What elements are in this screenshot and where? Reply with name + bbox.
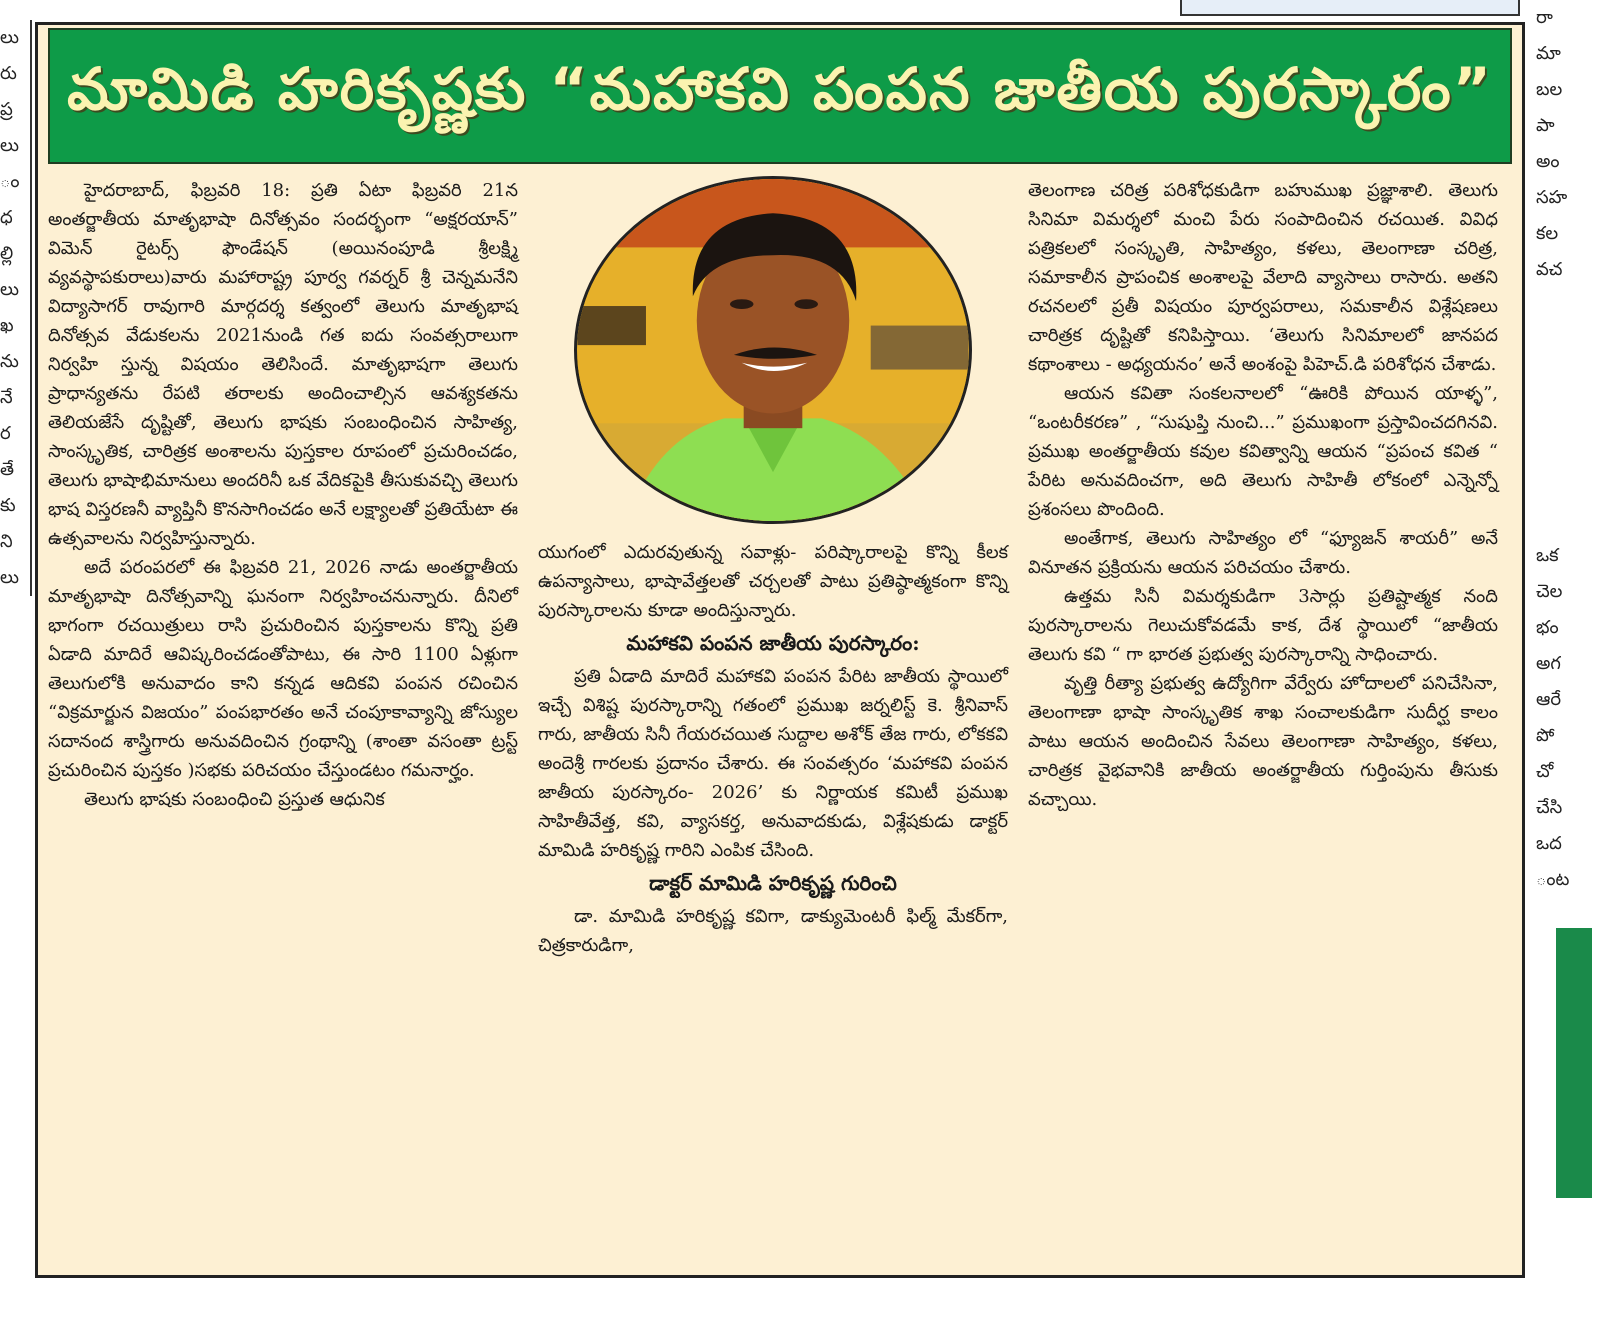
adjacent-headline-fragment: [1556, 928, 1592, 1198]
fragment-text: లు: [0, 279, 19, 300]
fragment-text: ధ: [0, 207, 13, 228]
fragment-text: ఒద: [1536, 833, 1562, 854]
fragment-text: తే: [0, 459, 15, 480]
article-paragraph: తెలంగాణ చరిత్ర పరిశోధకుడిగా బహుముఖ ప్రజ్ఞాశాలి. తెలుగు సినిమా విమర్శలో మంచి పేరు సంపాదించిన రచయిత. వివిధ పత్రికలలో సంస్కృతి, సాహిత్యం, కళలు, తెలంగాణా చరిత్ర, సమాకాలీన ప్రాపంచిక అంశాలపై వేలాది వ్యాసాలు రాసారు. అతని రచనలలో ప్రతీ విషయం పూర్వపరాలు, సమకాలీన విశ్లేషణలు చారిత్రక దృష్టితో కనిపిస్తాయి. ‘తెలుగు సినిమాలలో జానపద కథాంశాలు - అధ్యయనం’ అనే అంశంపై పిహెచ్.డి పరిశోధన చేశాడు.: [1028, 180, 1498, 375]
fragment-text: కు: [0, 495, 16, 516]
adjacent-box-fragment: [1180, 0, 1520, 16]
column-1: [48, 176, 518, 814]
fragment-text: ని: [0, 531, 13, 552]
article-paragraph: అదే పరంపరలో ఈ ఫిబ్రవరి 21, 2026 నాడు అంతర్జాతీయ మాతృభాషా దినోత్సవాన్ని ఘనంగా నిర్వహించనున్నారు. దీనిలో భాగంగా రచయిత్రులు రాసి ప్రచురించిన పుస్తకాలను కొన్ని ప్రతి ఏడాది మాదిరే ఆవిష్కరించడంతోపాటు, ఈ సారి 1100 ఏళ్లుగా తెలుగులోకి అనువాదం కాని కన్నడ ఆదికవి పంపన రచించిన “విక్రమార్జున విజయం” పంపభారతం అనే చంపూకావ్యాన్ని జోస్యుల సదానంద శాస్త్రిగారు అనువదించిన గ్రంథాన్ని (శాంతా వసంతా ట్రస్ట్ ప్రచురించిన పుస్తకం )సభకు పరిచయం చేస్తుండటం గమనార్హం.: [48, 557, 518, 781]
fragment-text: ంట: [1536, 869, 1570, 890]
fragment-text: కల: [1536, 223, 1559, 244]
headline-banner: [48, 28, 1512, 164]
column-3: [1028, 176, 1498, 814]
article-paragraph: తెలుగు భాషకు సంబంధించి ప్రస్తుత ఆధునిక: [84, 789, 385, 810]
article-paragraph: యుగంలో ఎదురవుతున్న సవాళ్లు- పరిష్కారాలపై కొన్ని కీలక ఉపన్యాసాలు, భాషావేత్తలతో చర్చలతో పాటు ప్రతిష్ఠాత్మకంగా కొన్ని పురస్కారాలను కూడా అందిస్తున్నారు.: [538, 542, 1008, 621]
fragment-text: ఆరే: [1536, 689, 1562, 710]
article-paragraph: వృత్తి రీత్యా ప్రభుత్వ ఉద్యోగిగా వేర్వేరు హోదాలలో పనిచేసినా, తెలంగాణా భాషా సాంస్కృతిక శాఖ సంచాలకుడిగా సుదీర్ఘ కాలం పాటు ఆయన అందించిన సేవలు తెలంగాణా సాహిత్యం, కళలు, చారిత్రక వైభవానికి జాతీయ అంతర్జాతీయ గుర్తింపును తీసుకు వచ్చాయి.: [1028, 673, 1498, 810]
fragment-text: ప్ర: [0, 99, 13, 120]
section-subheading: మహాకవి పంపన జాతీయ పురస్కారం:: [626, 631, 920, 655]
fragment-text: పా: [1536, 115, 1555, 136]
fragment-text: ం: [0, 171, 20, 192]
article-paragraph: డా. మామిడి హరికృష్ణ కవిగా, డాక్యుమెంటరీ ఫిల్మ్ మేకర్‌గా, చిత్రకారుడిగా,: [538, 906, 1008, 956]
section-subheading: డాక్టర్ మామిడి హరికృష్ణ గురించి: [649, 871, 897, 895]
fragment-text: లు: [0, 567, 19, 588]
right-page-fragment: [1536, 0, 1596, 1198]
article-paragraph: హైదరాబాద్, ఫిబ్రవరి 18: ప్రతి ఏటా ఫిబ్రవరి 21న అంతర్జాతీయ మాతృభాషా దినోత్సవం సందర్భంగా “అక్షరయాన్” విమెన్ రైటర్స్ ఫౌండేషన్ (అయినంపూడి శ్రీలక్ష్మి వ్యవస్థాపకురాలు)వారు మహారాష్ట్ర పూర్వ గవర్నర్ శ్రీ చెన్నమనేని విద్యాసాగర్ రావుగారి మార్గదర్శ కత్వంలో తెలుగు మాతృభాష దినోత్సవ వేడుకలను 2021నుండి గత ఐదు సంవత్సరాలుగా నిర్వహి స్తున్న విషయం తెలిసిందే. మాతృభాషగా తెలుగు ప్రాధాన్యతను రేపటి తరాలకు అందించాల్సిన ఆవశ్యకతను తెలియజేసే దృష్టితో, తెలుగు భాషకు సంబంధించిన సాహిత్య, సాంస్కృతిక, చారిత్రక అంశాలను పుస్తకాల రూపంలో ప్రచురించడం, తెలుగు భాషాభిమానులు అందరినీ ఒక వేదికపైకి తీసుకువచ్చి తెలుగు భాష విస్తరణనీ వ్యాప్తినీ కొనసాగించడం అనే లక్ష్యాలతో ప్రతియేటా ఈ ఉత్సవాలను నిర్వహిస్తున్నారు.: [48, 180, 518, 549]
fragment-text: బల: [1536, 79, 1563, 100]
article-paragraph: ఉత్తమ సినీ విమర్శకుడిగా 3సార్లు ప్రతిష్టాత్మక నంది పురస్కారాలను గెలుచుకోవడమే కాక, దేశ స్థాయిలో “జాతీయ తెలుగు కవి “ గా భారత ప్రభుత్వ పురస్కారాన్ని సాధించారు.: [1028, 586, 1498, 665]
fragment-text: పో: [1536, 725, 1555, 746]
headline-text: మామిడి హరికృష్ణకు “మహాకవి పంపన జాతీయ పురస్కారం”: [67, 54, 1493, 123]
fragment-text: రా: [1536, 7, 1553, 28]
fragment-text: చో: [1536, 761, 1554, 782]
column-2: [538, 176, 1008, 960]
fragment-text: అగ: [1536, 653, 1561, 674]
left-page-fragment: [0, 20, 32, 596]
fragment-text: భం: [1536, 617, 1559, 638]
article-paragraph: ప్రతి ఏడాది మాదిరే మహాకవి పంపన పేరిట జాతీయ స్థాయిలో ఇచ్చే విశిష్ట పురస్కారాన్ని గతంలో ప్రముఖ జర్నలిస్ట్ కె. శ్రీనివాస్ గారు, జాతీయ సినీ గేయరచయిత సుద్దాల అశోక్ తేజ గారు, లోకకవి అందెశ్రీ గారలకు ప్రదానం చేశారు. ఈ సంవత్సరం ‘మహాకవి పంపన జాతీయ పురస్కారం- 2026’ కు నిర్ణాయక కమిటీ ప్రముఖ సాహితీవేత్త, కవి, వ్యాసకర్త, అనువాదకుడు, విశ్లేషకుడు డాక్టర్ మామిడి హరికృష్ణ గారిని ఎంపిక చేసింది.: [538, 666, 1008, 861]
portrait-photo: [574, 176, 972, 524]
fragment-text: ను: [0, 351, 19, 372]
fragment-text: సహ: [1536, 187, 1568, 208]
fragment-text: చెల: [1536, 581, 1563, 602]
fragment-text: నే: [0, 387, 13, 408]
fragment-text: ఒక: [1536, 545, 1559, 566]
fragment-text: లు: [0, 27, 19, 48]
fragment-text: అం: [1536, 151, 1560, 172]
news-article: [35, 22, 1525, 1278]
fragment-text: ర: [0, 423, 11, 444]
portrait-illustration: [577, 179, 969, 521]
fragment-text: ల్లి: [0, 243, 14, 264]
fragment-text: మా: [1536, 43, 1561, 64]
fragment-text: చేసి: [1536, 797, 1563, 818]
article-columns: [48, 176, 1512, 960]
fragment-text: రు: [0, 63, 17, 84]
fragment-text: వచ: [1536, 259, 1563, 280]
fragment-text: ఖ: [0, 315, 14, 336]
article-paragraph: అంతేగాక, తెలుగు సాహిత్యం లో “ఫ్యూజన్ శాయరీ” అనే వినూతన ప్రక్రియను ఆయన పరిచయం చేశారు.: [1028, 528, 1498, 578]
fragment-text: లు: [0, 135, 19, 156]
article-paragraph: ఆయన కవితా సంకలనాలలో “ఊరికి పోయిన యాళ్ళ”, “ఒంటరీకరణ” , “సుషుప్తి నుంచి...” ప్రముఖంగా ప్రస్తావించదగినవి. ప్రముఖ అంతర్జాతీయ కవుల కవిత్వాన్ని ఆయన “ప్రపంచ కవిత “ పేరిట అనువదించగా, అది తెలుగు సాహితీ లోకంలో ఎన్నెన్నో ప్రశంసలు పొందింది.: [1028, 383, 1498, 520]
